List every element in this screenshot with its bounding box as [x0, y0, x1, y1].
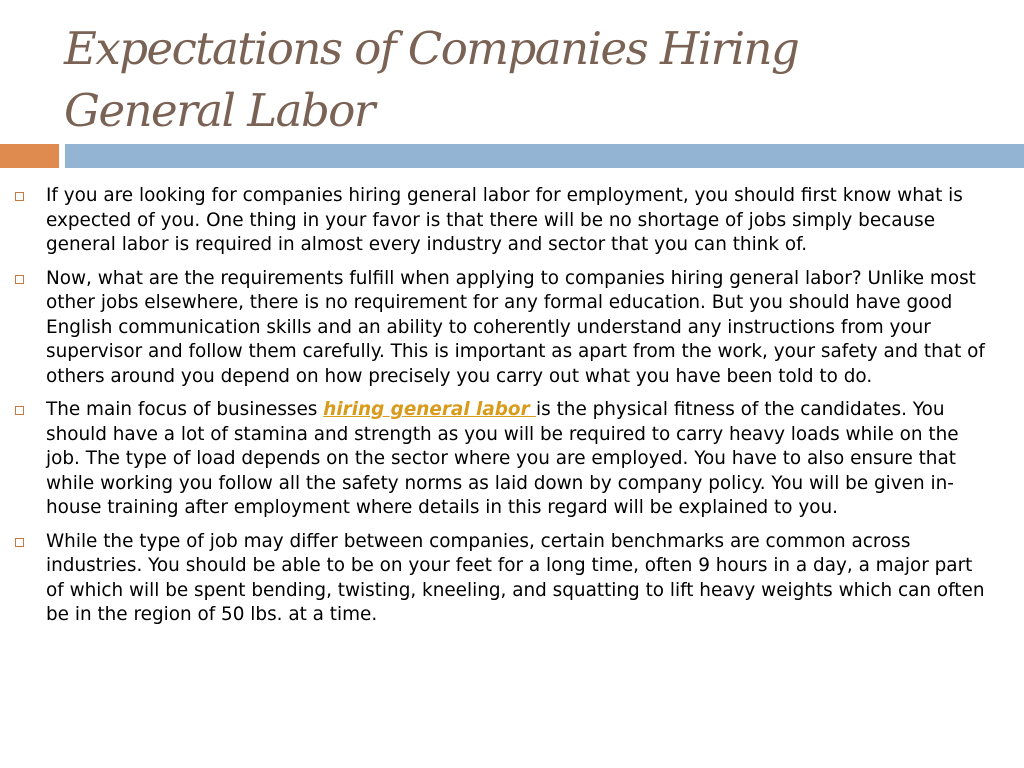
bullet-square-icon — [15, 406, 24, 415]
bullet-text-3-before: The main focus of businesses — [46, 399, 324, 420]
bullet-square-icon — [15, 192, 24, 201]
bullet-item-3 — [12, 398, 987, 521]
bullet-square-icon — [15, 538, 24, 547]
slide-title-line-1: Expectations of Companies Hiring — [64, 22, 799, 75]
bullet-item-2 — [12, 267, 987, 390]
slide-title — [64, 18, 1004, 142]
bullet-text-3-after: is the physical fitness of the candidates. You should have a lot of stamina and strength as you will be required to carry heavy loads while on the job. The type of load depends on the sector where you are employed. You have to also ensure that while working you follow all the safety norms as laid down by company policy. You will be given in-house training after employment where details in this regard will be explained to you. — [46, 399, 959, 518]
bullet-text-2: Now, what are the requirements fulfill when applying to companies hiring general labor? Unlike most other jobs elsewhere, there is no requirement for any formal education. But you should have good English communication skills and an ability to coherently understand any instructions from your supervisor and follow them carefully. This is important as apart from the work, your safety and that of others around you depend on how precisely you carry out what you have been told to do. — [46, 267, 985, 387]
accent-bar-blue — [65, 144, 1024, 168]
accent-bar-orange — [0, 144, 59, 168]
slide-title-line-2: General Labor — [64, 84, 374, 137]
hiring-general-labor-link[interactable]: hiring general labor — [323, 399, 537, 420]
bullet-text-4: While the type of job may differ between companies, certain benchmarks are common across industries. You should be able to be on your feet for a long time, often 9 hours in a day, a major part of which will be spent bending, twisting, kneeling, and squatting to lift heavy weights which can often be in the region of 50 lbs. at a time. — [46, 530, 985, 625]
bullet-square-icon — [15, 275, 24, 284]
bullet-text-1: If you are looking for companies hiring general labor for employment, you should first know what is expected of you. One thing in your favor is that there will be no shortage of jobs simply because general labor is required in almost every industry and sector that you can think of. — [46, 185, 963, 255]
bullet-list — [12, 184, 987, 637]
bullet-item-4 — [12, 530, 987, 628]
bullet-item-1 — [12, 184, 987, 258]
